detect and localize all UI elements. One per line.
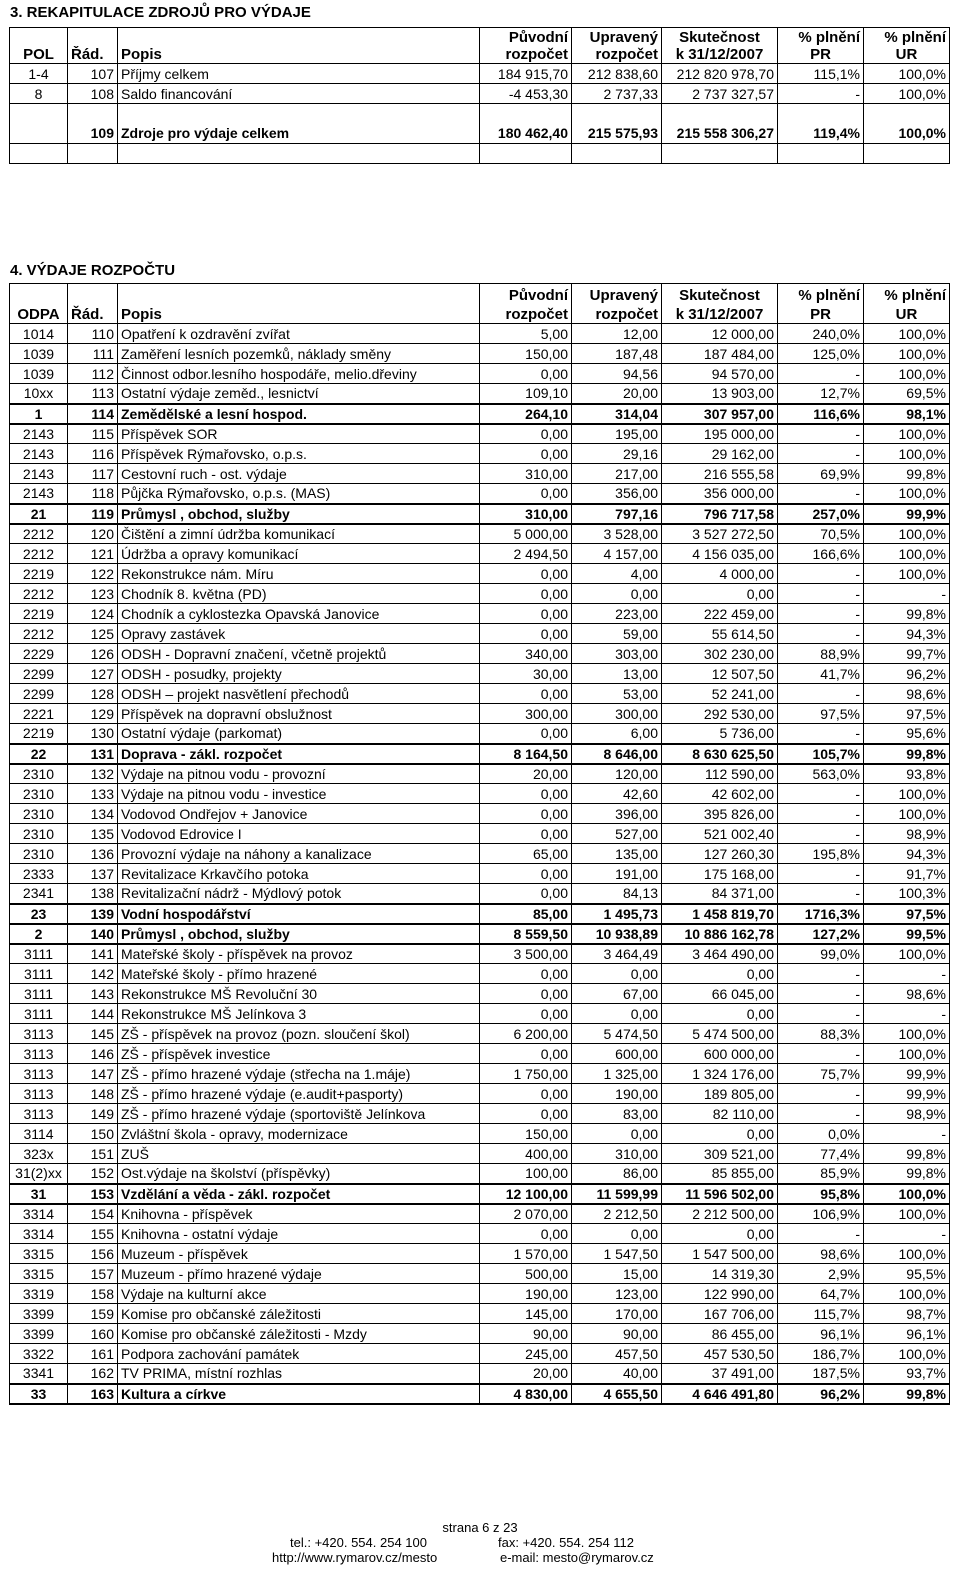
table-row-subtotal: 21 119 Průmysl , obchod, služby 310,00 797,16 796 717,58 257,0% 99,9% <box>10 504 950 524</box>
table-row: 2310 135 Vodovod Edrovice I 0,00 527,00 521 002,40 - 98,9% <box>10 824 950 844</box>
table-row: 2212 123 Chodník 8. května (PD) 0,00 0,00 0,00 - - <box>10 584 950 604</box>
table-row-subtotal: 1 114 Zemědělské a lesní hospod. 264,10 314,04 307 957,00 116,6% 98,1% <box>10 404 950 424</box>
table-row: 3113 146 ZŠ - příspěvek investice 0,00 600,00 600 000,00 - 100,0% <box>10 1044 950 1064</box>
table-row: 3399 159 Komise pro občanské záležitosti 145,00 170,00 167 706,00 115,7% 98,7% <box>10 1304 950 1324</box>
table-row: 3111 144 Rekonstrukce MŠ Jelínkova 3 0,00 0,00 0,00 - - <box>10 1004 950 1024</box>
table-row-subtotal: 23 139 Vodní hospodářství 85,00 1 495,73 1 458 819,70 1716,3% 97,5% <box>10 904 950 924</box>
header-rad: Řád. <box>68 46 118 64</box>
table-row: 2212 121 Údržba a opravy komunikací 2 494,50 4 157,00 4 156 035,00 166,6% 100,0% <box>10 544 950 564</box>
table-row: 3399 160 Komise pro občanské záležitosti - Mzdy 90,00 90,00 86 455,00 96,1% 96,1% <box>10 1324 950 1344</box>
header-odpa: ODPA <box>10 304 68 324</box>
table-row: 31(2)xx 152 Ost.výdaje na školství (příspěvky) 100,00 86,00 85 855,00 85,9% 99,8% <box>10 1164 950 1184</box>
table-row: 3315 156 Muzeum - příspěvek 1 570,00 1 547,50 1 547 500,00 98,6% 100,0% <box>10 1244 950 1264</box>
table-row: 3111 141 Mateřské školy - příspěvek na provoz 3 500,00 3 464,49 3 464 490,00 99,0% 100,0% <box>10 944 950 964</box>
header-popis: Popis <box>118 304 480 324</box>
table-row: 3113 147 ZŠ - přímo hrazené výdaje (střecha na 1.máje) 1 750,00 1 325,00 1 324 176,00 75,7% 99,9% <box>10 1064 950 1084</box>
table-row: 8 108 Saldo financování -4 453,30 2 737,33 2 737 327,57 - 100,0% <box>10 84 950 104</box>
table-row: 2221 129 Příspěvek na dopravní obslužnost 300,00 300,00 292 530,00 97,5% 97,5% <box>10 704 950 724</box>
table-row: 2310 133 Výdaje na pitnou vodu - investice 0,00 42,60 42 602,00 - 100,0% <box>10 784 950 804</box>
budget-expenditure-table <box>9 283 950 1405</box>
table-row-total: 109 Zdroje pro výdaje celkem 180 462,40 215 575,93 215 558 306,27 119,4% 100,0% <box>10 124 950 144</box>
table-row: 2333 137 Revitalizace Krkavčího potoka 0,00 191,00 175 168,00 - 91,7% <box>10 864 950 884</box>
header-adjusted-budget: Upravený <box>572 28 662 46</box>
table-row: 1039 112 Činnost odbor.lesního hospodáře, melio.dřeviny 0,00 94,56 94 570,00 - 100,0% <box>10 364 950 384</box>
header-row-top <box>10 28 950 46</box>
header-original-budget: Původní <box>480 28 572 46</box>
header-row-bottom: POL Řád. Popis rozpočet rozpočet k 31/12/2007 PR UR <box>10 46 950 64</box>
header-row-top: Původní Upravený Skutečnost % plnění % plnění <box>10 284 950 304</box>
table-row-subtotal: 2 140 Průmysl , obchod, služby 8 559,50 10 938,89 10 886 162,78 127,2% 99,5% <box>10 924 950 944</box>
spacer-row <box>10 144 950 164</box>
table-row: 3315 157 Muzeum - přímo hrazené výdaje 500,00 15,00 14 319,30 2,9% 95,5% <box>10 1264 950 1284</box>
table-row: 1039 111 Zaměření lesních pozemků, náklady směny 150,00 187,48 187 484,00 125,0% 100,0% <box>10 344 950 364</box>
table-row: 2219 124 Chodník a cyklostezka Opavská Janovice 0,00 223,00 222 459,00 - 99,8% <box>10 604 950 624</box>
header-popis: Popis <box>118 46 480 64</box>
expenditure-rows <box>10 324 950 1404</box>
header-pol: POL <box>10 46 68 64</box>
table-row: 3114 150 Zvláštní škola - opravy, modernizace 150,00 0,00 0,00 0,0% - <box>10 1124 950 1144</box>
table-row: 2310 132 Výdaje na pitnou vodu - provozní 20,00 120,00 112 590,00 563,0% 93,8% <box>10 764 950 784</box>
table-row: 2143 115 Příspěvek SOR 0,00 195,00 195 000,00 - 100,0% <box>10 424 950 444</box>
table-row: 2212 120 Čištění a zimní údržba komunikací 5 000,00 3 528,00 3 527 272,50 70,5% 100,0% <box>10 524 950 544</box>
table-row-subtotal: 33 163 Kultura a církve 4 830,00 4 655,50 4 646 491,80 96,2% 99,8% <box>10 1384 950 1404</box>
table-row: 3113 148 ZŠ - přímo hrazené výdaje (e.audit+pasporty) 0,00 190,00 189 805,00 - 99,9% <box>10 1084 950 1104</box>
table-row: 2143 117 Cestovní ruch - ost. výdaje 310,00 217,00 216 555,58 69,9% 99,8% <box>10 464 950 484</box>
table-row: 10xx 113 Ostatní výdaje zeměd., lesnictví 109,10 20,00 13 903,00 12,7% 69,5% <box>10 384 950 404</box>
website-link[interactable]: http://www.rymarov.cz/mesto <box>272 1550 438 1565</box>
header-row-bottom: ODPA Řád. Popis rozpočet rozpočet k 31/12/2007 PR UR <box>10 304 950 324</box>
table-row: 2212 125 Opravy zastávek 0,00 59,00 55 614,50 - 94,3% <box>10 624 950 644</box>
section-3-title: 3. REKAPITULACE ZDROJŮ PRO VÝDAJE <box>10 4 311 21</box>
table-row: 2229 126 ODSH - Dopravní značení, včetně projektů 340,00 303,00 302 230,00 88,9% 99,7% <box>10 644 950 664</box>
page-number: strana 6 z 23 <box>442 1520 518 1535</box>
table-row: 3341 162 TV PRIMA, místní rozhlas 20,00 40,00 37 491,00 187,5% 93,7% <box>10 1364 950 1384</box>
table-row: 323x 151 ZUŠ 400,00 310,00 309 521,00 77,4% 99,8% <box>10 1144 950 1164</box>
table-row: 3314 155 Knihovna - ostatní výdaje 0,00 0,00 0,00 - - <box>10 1224 950 1244</box>
table-row: 3111 142 Mateřské školy - přímo hrazené 0,00 0,00 0,00 - - <box>10 964 950 984</box>
table-row: 2219 122 Rekonstrukce nám. Míru 0,00 4,00 4 000,00 - 100,0% <box>10 564 950 584</box>
header-rad: Řád. <box>68 304 118 324</box>
email-link[interactable]: e-mail: mesto@rymarov.cz <box>500 1550 654 1565</box>
header-pct-ur: % plnění <box>864 28 950 46</box>
table-row: 3322 161 Podpora zachování památek 245,00 457,50 457 530,50 186,7% 100,0% <box>10 1344 950 1364</box>
table-row: 3314 154 Knihovna - příspěvek 2 070,00 2 212,50 2 212 500,00 106,9% 100,0% <box>10 1204 950 1224</box>
table-row: 3111 143 Rekonstrukce MŠ Revoluční 30 0,00 67,00 66 045,00 - 98,6% <box>10 984 950 1004</box>
table-row: 2143 116 Příspěvek Rýmařovsko, o.p.s. 0,00 29,16 29 162,00 - 100,0% <box>10 444 950 464</box>
sources-recap-table <box>9 27 950 164</box>
header-actual: Skutečnost <box>662 28 778 46</box>
table-row: 2341 138 Revitalizační nádrž - Mýdlový potok 0,00 84,13 84 371,00 - 100,3% <box>10 884 950 904</box>
table-row: 2310 134 Vodovod Ondřejov + Janovice 0,00 396,00 395 826,00 - 100,0% <box>10 804 950 824</box>
table-row: 2299 127 ODSH - posudky, projekty 30,00 13,00 12 507,50 41,7% 96,2% <box>10 664 950 684</box>
table-row: 2219 130 Ostatní výdaje (parkomat) 0,00 6,00 5 736,00 - 95,6% <box>10 724 950 744</box>
table-row: 1-4 107 Příjmy celkem 184 915,70 212 838,60 212 820 978,70 115,1% 100,0% <box>10 64 950 84</box>
table-row: 3319 158 Výdaje na kulturní akce 190,00 123,00 122 990,00 64,7% 100,0% <box>10 1284 950 1304</box>
section-4-title: 4. VÝDAJE ROZPOČTU <box>10 262 176 279</box>
table-row: 3113 149 ZŠ - přímo hrazené výdaje (sportoviště Jelínkova 0,00 83,00 82 110,00 - 98,9% <box>10 1104 950 1124</box>
table-row: 2143 118 Půjčka Rýmařovsko, o.p.s. (MAS) 0,00 356,00 356 000,00 - 100,0% <box>10 484 950 504</box>
table-row: 2299 128 ODSH – projekt nasvětlení přechodů 0,00 53,00 52 241,00 - 98,6% <box>10 684 950 704</box>
phone: tel.: +420. 554. 254 100 <box>290 1535 427 1550</box>
fax: fax: +420. 554. 254 112 <box>498 1535 635 1550</box>
table-row: 1014 110 Opatření k ozdravění zvířat 5,00 12,00 12 000,00 240,0% 100,0% <box>10 324 950 344</box>
table-row-subtotal: 22 131 Doprava - zákl. rozpočet 8 164,50 8 646,00 8 630 625,50 105,7% 99,8% <box>10 744 950 764</box>
table-row-subtotal: 31 153 Vzdělání a věda - zákl. rozpočet 12 100,00 11 599,99 11 596 502,00 95,8% 100,0% <box>10 1184 950 1204</box>
spacer-row <box>10 104 950 124</box>
table-row: 2310 136 Provozní výdaje na náhony a kanalizace 65,00 135,00 127 260,30 195,8% 94,3% <box>10 844 950 864</box>
table-row: 3113 145 ZŠ - příspěvek na provoz (pozn. sloučení škol) 6 200,00 5 474,50 5 474 500,00 88,3% 100,0% <box>10 1024 950 1044</box>
header-pct-pr: % plnění <box>778 28 864 46</box>
